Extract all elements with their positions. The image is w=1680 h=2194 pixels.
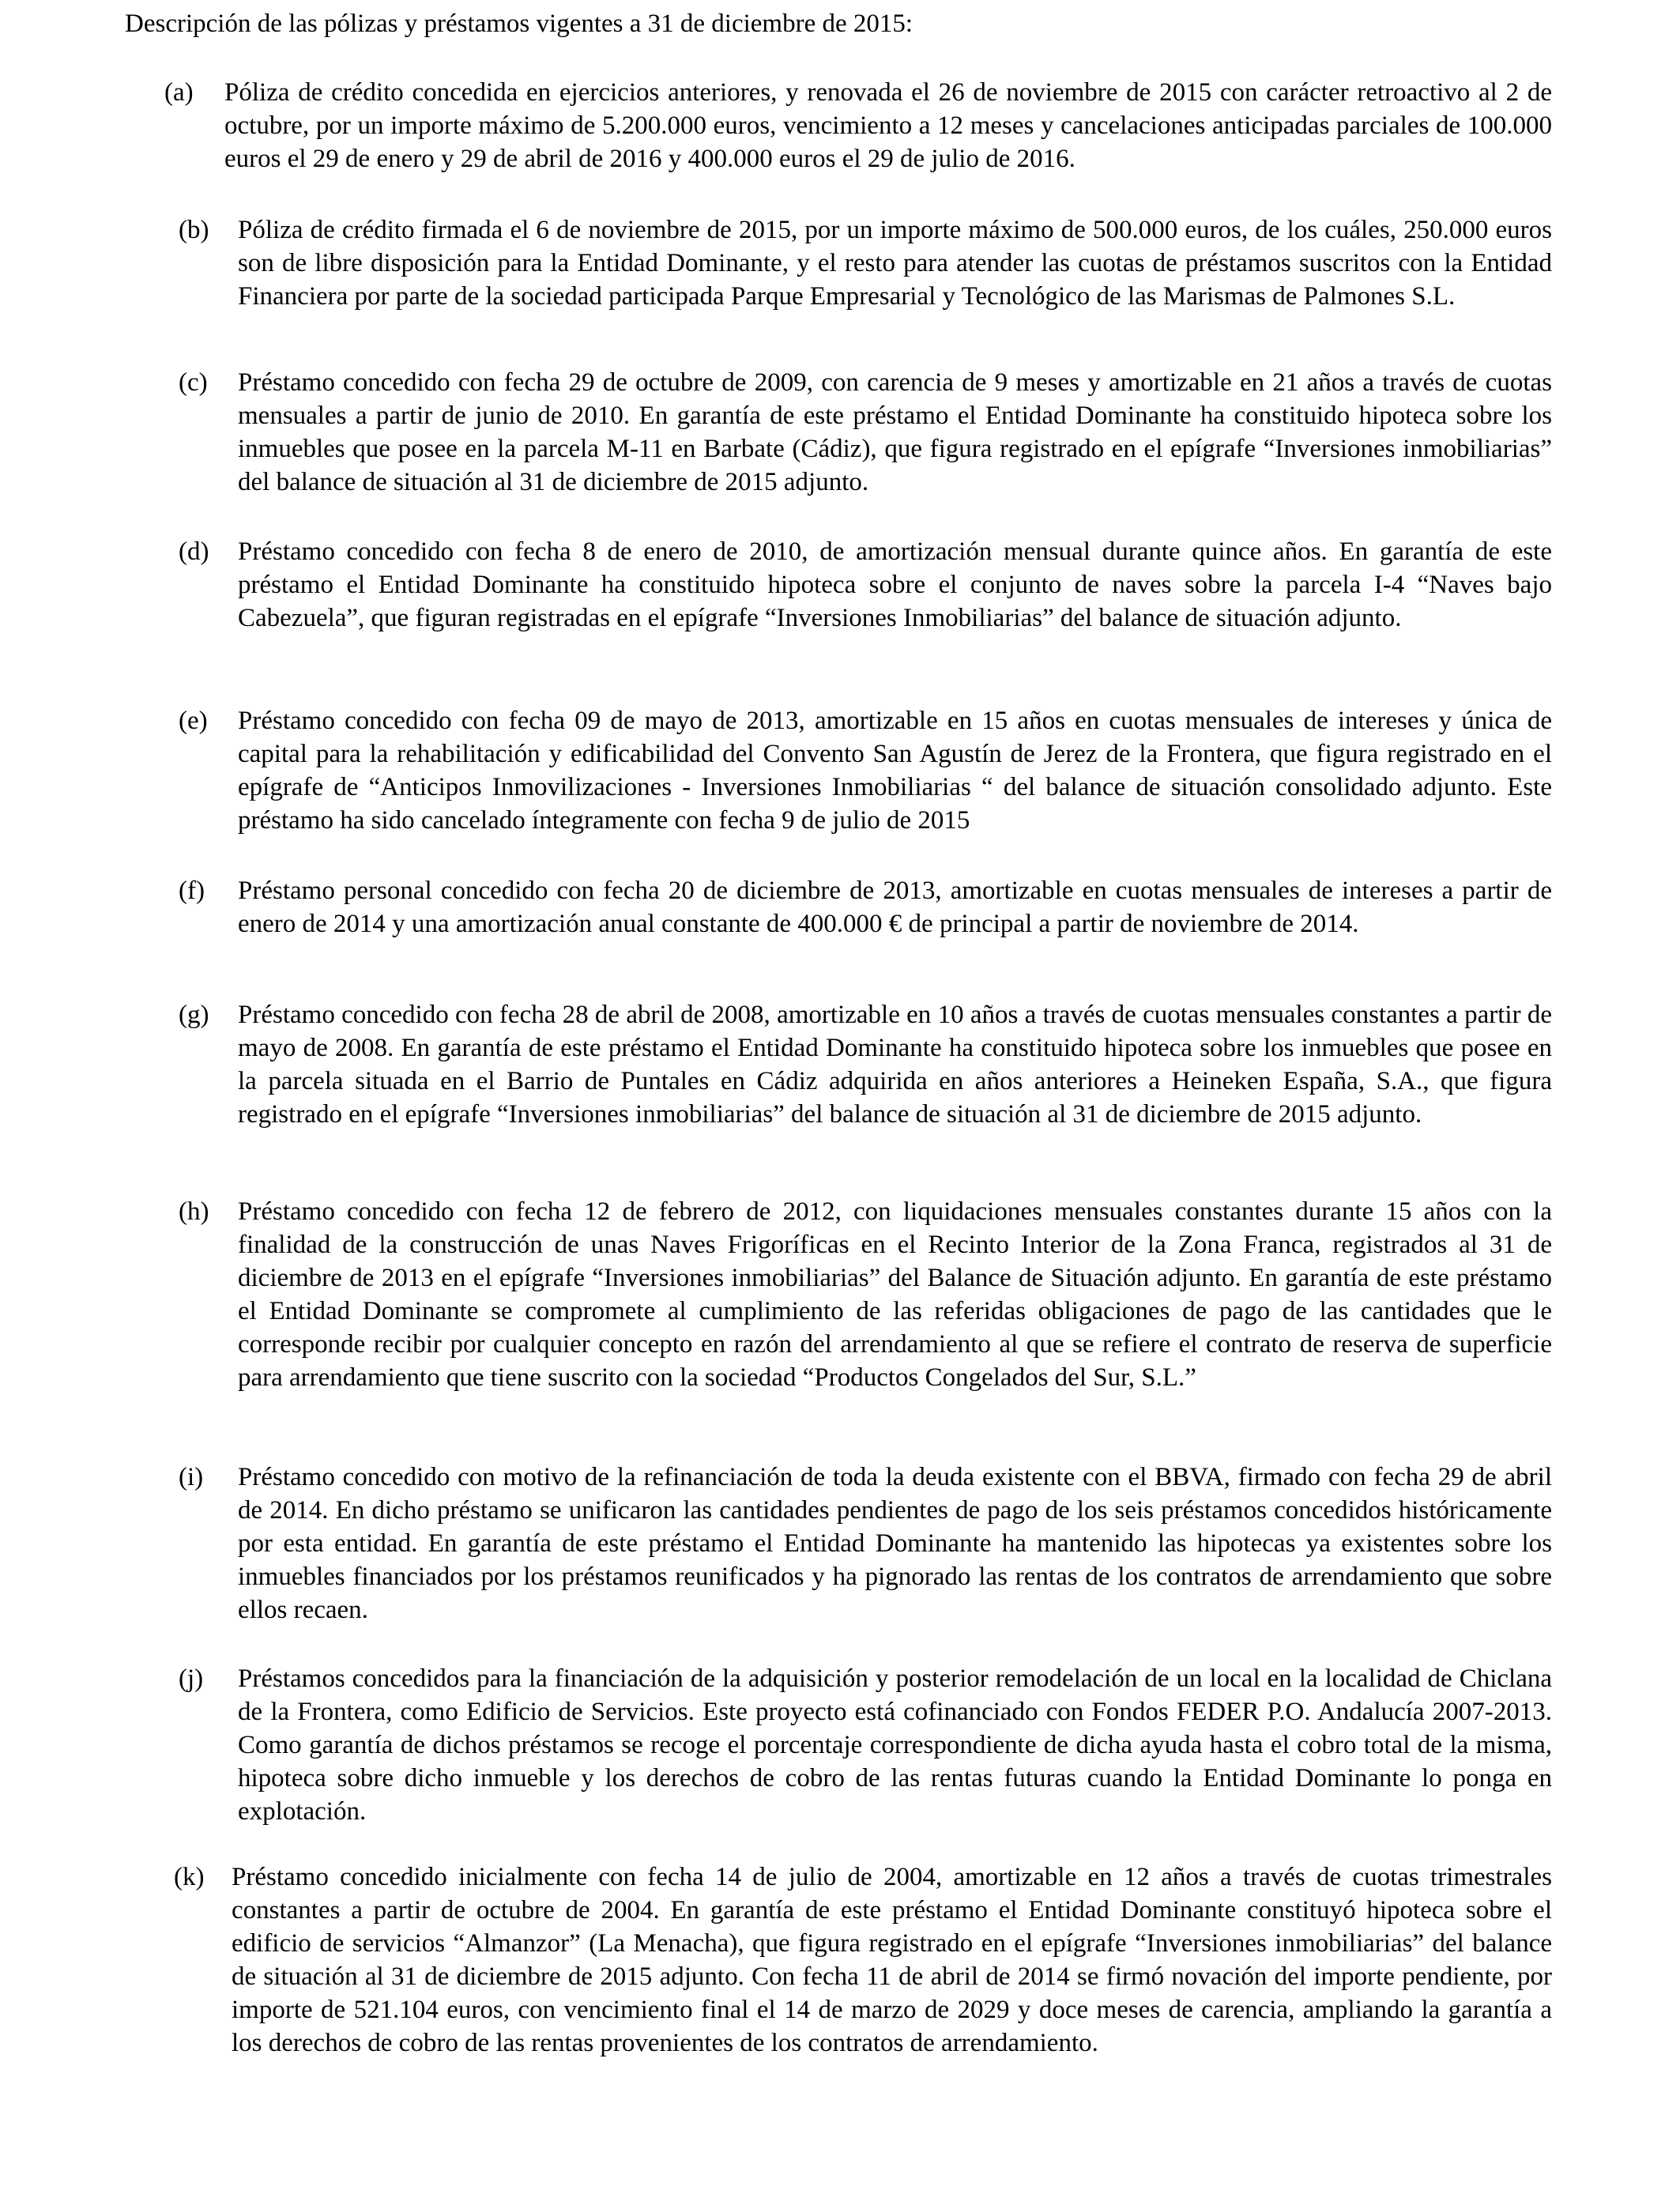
item-label: (d) (179, 537, 209, 566)
item-text: Préstamo concedido con fecha 28 de abril de 2008, amortizable en 10 años a través de cuotas mensuales constantes a partir de mayo de 2008. En garantía de este préstamo el Entidad Dominante ha constituido hipoteca sobre los inmuebles que posee en la parcela situada en el Barrio de Puntales en Cádiz adquirida en años anteriores a Heineken España, S.A., que figura registrado en el epígrafe “Inversiones inmobiliarias” del balance de situación al 31 de diciembre de 2015 adjunto. (238, 1001, 1552, 1129)
item-label: (e) (179, 707, 208, 735)
item-text: Préstamos concedidos para la financiación de la adquisición y posterior remodelación de un local en la localidad de Chiclana de la Frontera, como Edificio de Servicios. Este proyecto está cofinanciado con Fondos FEDER P.O. Andalucía 2007-2013. Como garantía de dichos préstamos se recoge el porcentaje correspondiente de dicha ayuda hasta el cobro total de la misma, hipoteca sobre dicho inmueble y los derechos de cobro de las rentas futuras cuando la Entidad Dominante lo ponga en explotación. (238, 1664, 1552, 1826)
item-text: Póliza de crédito concedida en ejercicios anteriores, y renovada el 26 de noviembre de 2015 con carácter retroactivo al 2 de octubre, por un importe máximo de 5.200.000 euros, vencimiento a 12 meses y cancelaciones anticipadas parciales de 100.000 euros el 29 de enero y 29 de abril de 2016 y 400.000 euros el 29 de julio de 2016. (224, 78, 1552, 173)
item-label: (k) (174, 1863, 205, 1891)
item-text: Préstamo personal concedido con fecha 20 de diciembre de 2013, amortizable en cuotas mensuales de intereses a partir de enero de 2014 y una amortización anual constante de 400.000 € de principal a partir de noviembre de 2014. (238, 876, 1552, 938)
item-text: Póliza de crédito firmada el 6 de noviembre de 2015, por un importe máximo de 500.000 euros, de los cuáles, 250.000 euros son de libre disposición para la Entidad Dominante, y el resto para atender las cuotas de préstamos suscritos con la Entidad Financiera por parte de la sociedad participada Parque Empresarial y Tecnológico de las Marismas de Palmones S.L. (238, 216, 1552, 311)
page-heading: Descripción de las pólizas y préstamos vigentes a 31 de diciembre de 2015: (125, 9, 913, 38)
item-label: (a) (164, 78, 194, 107)
item-text: Préstamo concedido con fecha 12 de febrero de 2012, con liquidaciones mensuales constantes durante 15 años con la finalidad de la construcción de unas Naves Frigoríficas en el Recinto Interior de la Zona Franca, registrados al 31 de diciembre de 2013 en el epígrafe “Inversiones inmobiliarias” del Balance de Situación adjunto. En garantía de este préstamo el Entidad Dominante se compromete al cumplimiento de las referidas obligaciones de pago de las cantidades que le corresponde recibir por cualquier concepto en razón del arrendamiento al que se refiere el contrato de reserva de superficie para arrendamiento que tiene suscrito con la sociedad “Productos Congelados del Sur, S.L.” (238, 1197, 1552, 1392)
item-text: Préstamo concedido con fecha 29 de octubre de 2009, con carencia de 9 meses y amortizable en 21 años a través de cuotas mensuales a partir de junio de 2010. En garantía de este préstamo el Entidad Dominante ha constituido hipoteca sobre los inmuebles que posee en la parcela M-11 en Barbate (Cádiz), que figura registrado en el epígrafe “Inversiones inmobiliarias” del balance de situación al 31 de diciembre de 2015 adjunto. (238, 368, 1552, 496)
item-label: (h) (179, 1197, 209, 1226)
item-text: Préstamo concedido con motivo de la refinanciación de toda la deuda existente con el BBVA, firmado con fecha 29 de abril de 2014. En dicho préstamo se unificaron las cantidades pendientes de pago de los seis préstamos concedidos históricamente por esta entidad. En garantía de este préstamo el Entidad Dominante ha mantenido las hipotecas ya existentes sobre los inmuebles financiados por los préstamos reunificados y ha pignorado las rentas de los contratos de arrendamiento que sobre ellos recaen. (238, 1463, 1552, 1624)
item-text: Préstamo concedido inicialmente con fecha 14 de julio de 2004, amortizable en 12 años a través de cuotas trimestrales constantes a partir de octubre de 2004. En garantía de este préstamo el Entidad Dominante constituyó hipoteca sobre el edificio de servicios “Almanzor” (La Menacha), que figura registrado en el epígrafe “Inversiones inmobiliarias” del balance de situación al 31 de diciembre de 2015 adjunto. Con fecha 11 de abril de 2014 se firmó novación del importe pendiente, por importe de 521.104 euros, con vencimiento final el 14 de marzo de 2029 y doce meses de carencia, ampliando la garantía a los derechos de cobro de las rentas provenientes de los contratos de arrendamiento. (232, 1863, 1552, 2057)
item-label: (i) (179, 1463, 204, 1491)
item-label: (g) (179, 1001, 209, 1029)
item-text: Préstamo concedido con fecha 09 de mayo de 2013, amortizable en 15 años en cuotas mensuales de intereses y única de capital para la rehabilitación y edificabilidad del Convento San Agustín de Jerez de la Frontera, que figura registrado en el epígrafe de “Anticipos Inmovilizaciones - Inversiones Inmobiliarias “ del balance de situación consolidado adjunto. Este préstamo ha sido cancelado íntegramente con fecha 9 de julio de 2015 (238, 707, 1552, 835)
item-text: Préstamo concedido con fecha 8 de enero de 2010, de amortización mensual durante quince años. En garantía de este préstamo el Entidad Dominante ha constituido hipoteca sobre el conjunto de naves sobre la parcela I-4 “Naves bajo Cabezuela”, que figuran registradas en el epígrafe “Inversiones Inmobiliarias” del balance de situación adjunto. (238, 537, 1552, 632)
item-label: (b) (179, 216, 209, 244)
item-label: (f) (179, 876, 205, 905)
item-label: (j) (179, 1664, 204, 1693)
item-label: (c) (179, 368, 208, 397)
